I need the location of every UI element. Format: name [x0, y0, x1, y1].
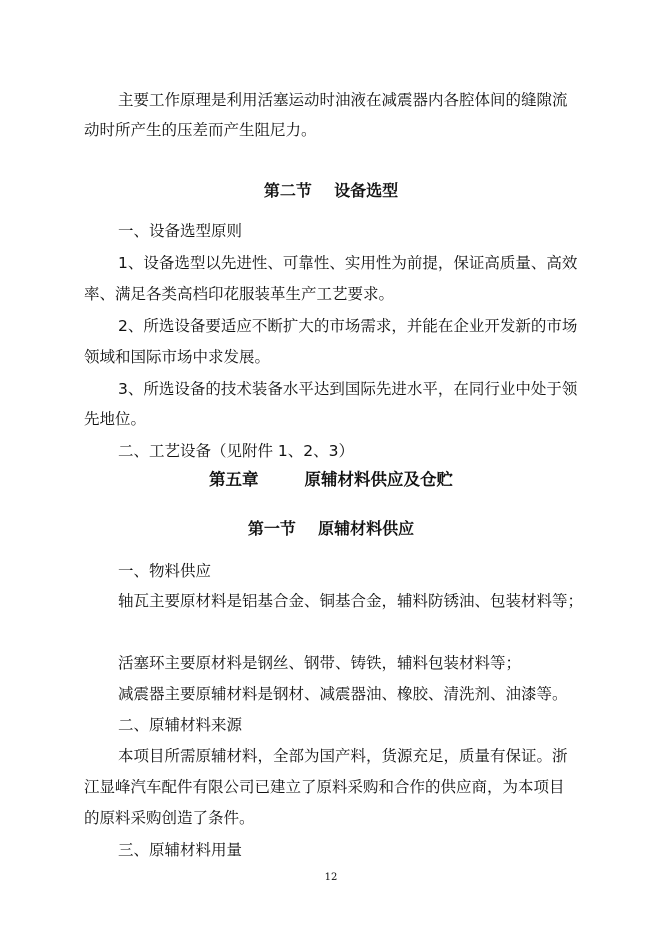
principle-paragraph-line-2: 动时所产生的压差而产生阻尼力。 — [84, 121, 317, 139]
piston-ring-materials-line: 活塞环主要原材料是钢丝、钢带、铸铁，辅料包装材料等； — [118, 654, 522, 672]
page-number: 12 — [324, 872, 338, 883]
chapter-5-section-1-heading: 第一节 原辅材料供应 — [247, 519, 415, 538]
principle-paragraph-line-1: 主要工作原理是利用活塞运动时油液在减震器内各腔体间的缝隙流 — [118, 91, 568, 109]
process-equipment-title: 二、工艺设备（见附件 1、2、3） — [118, 442, 355, 460]
shock-absorber-materials-line: 减震器主要原辅材料是钢材、减震器油、橡胶、清洗剂、油漆等。 — [118, 685, 568, 703]
material-usage-title: 三、原辅材料用量 — [118, 841, 243, 859]
material-source-line-1: 本项目所需原辅材料，全部为国产料，货源充足，质量有保证。浙 — [118, 747, 568, 765]
equipment-selection-principles-title: 一、设备选型原则 — [118, 222, 243, 240]
material-source-line-2: 江显峰汽车配件有限公司已建立了原料采购和合作的供应商，为本项目 — [84, 778, 565, 796]
material-source-line-3: 的原料采购创造了条件。 — [84, 809, 255, 827]
rule-2-line-1: 2、所选设备要适应不断扩大的市场需求，并能在企业开发新的市场 — [118, 317, 578, 335]
material-source-title: 二、原辅材料来源 — [118, 716, 243, 734]
rule-1-line-2: 率、满足各类高档印花服装革生产工艺要求。 — [84, 285, 395, 303]
chapter-5-heading: 第五章 原辅材料供应及仓贮 — [209, 470, 453, 489]
section-2-heading: 第二节 设备选型 — [263, 181, 399, 200]
rule-3-line-2: 先地位。 — [84, 410, 147, 428]
rule-2-line-2: 领域和国际市场中求发展。 — [84, 348, 271, 366]
bearing-materials-line: 轴瓦主要原材料是铝基合金、铜基合金，辅料防锈油、包装材料等； — [118, 592, 584, 610]
rule-1-line-1: 1、设备选型以先进性、可靠性、实用性为前提，保证高质量、高效 — [118, 254, 578, 272]
material-supply-title: 一、物料供应 — [118, 562, 212, 580]
rule-3-line-1: 3、所选设备的技术装备水平达到国际先进水平，在同行业中处于领 — [118, 380, 578, 398]
